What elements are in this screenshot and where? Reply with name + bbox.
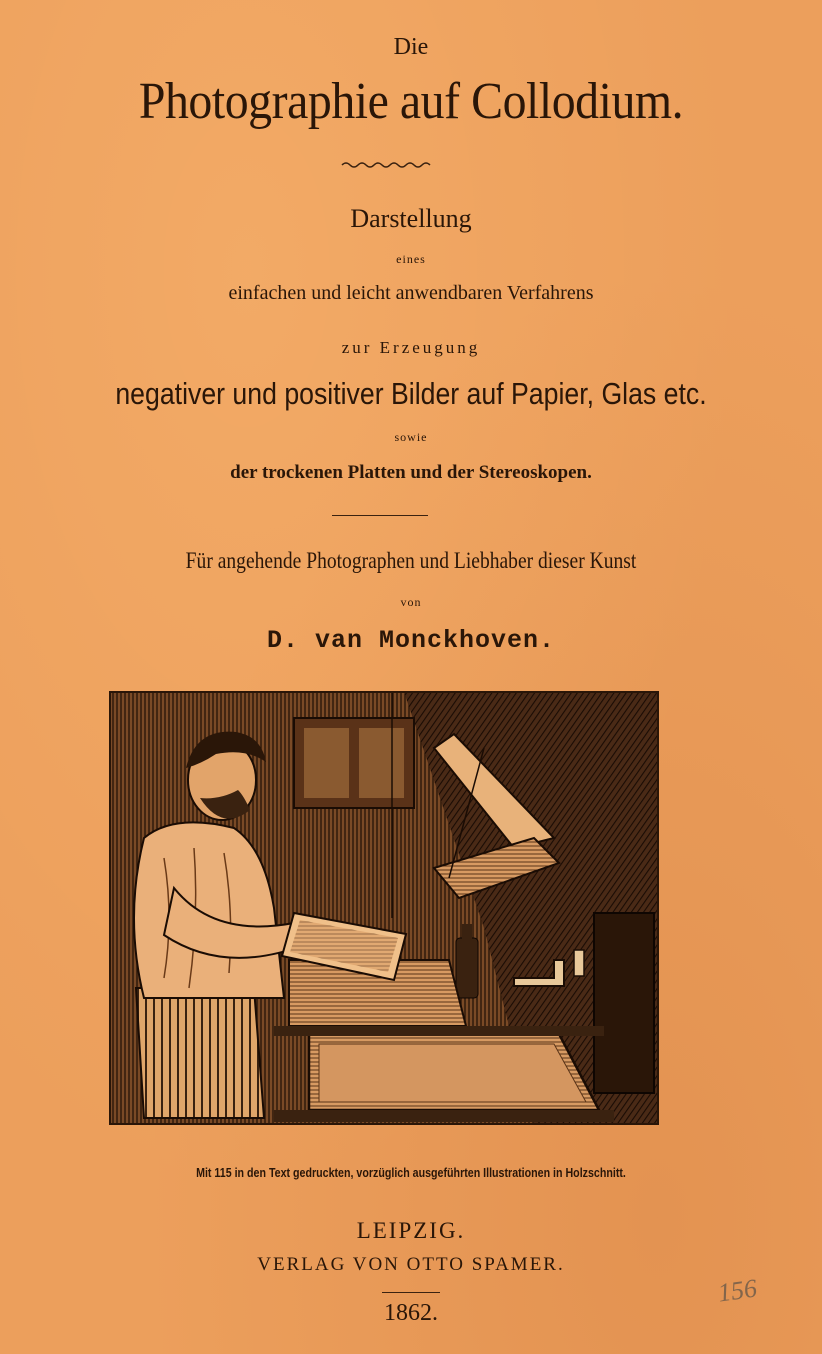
subtitle-darstellung: Darstellung xyxy=(350,204,472,233)
flourish-ornament xyxy=(0,155,822,175)
publication-year: 1862. xyxy=(384,1300,438,1326)
title-article: Die xyxy=(393,34,429,60)
publisher-name: VERLAG VON OTTO SPAMER. xyxy=(257,1254,565,1275)
book-title: Photographie auf Collodium. xyxy=(138,73,684,130)
author-name: D. van Monckhoven. xyxy=(266,626,556,655)
subtitle-einfachen: einfachen und leicht anwendbaren Verfahrens xyxy=(228,282,594,304)
subtitle-negativer: negativer und positiver Bilder auf Papier, Glas etc. xyxy=(115,376,707,411)
illustration-caption: Mit 115 in den Text gedruckten, vorzüglich ausgeführten Illustrationen in Holzschnitt. xyxy=(196,1165,626,1180)
woodcut-illustration xyxy=(104,688,664,1128)
publisher-city: LEIPZIG. xyxy=(356,1218,466,1243)
subtitle-zur-erzeugung: zur Erzeugung xyxy=(341,338,481,357)
subtitle-trockenen: der trockenen Platten und der Stereoskopen. xyxy=(230,462,592,483)
by-line: von xyxy=(400,595,422,609)
subtitle-eines: eines xyxy=(396,252,426,266)
audience-line: Für angehende Photographen und Liebhaber dieser Kunst xyxy=(185,548,637,573)
rule-divider xyxy=(332,515,428,516)
rule-divider-bottom xyxy=(382,1292,440,1293)
handwritten-number: 156 xyxy=(716,1273,759,1308)
subtitle-sowie: sowie xyxy=(394,430,428,444)
